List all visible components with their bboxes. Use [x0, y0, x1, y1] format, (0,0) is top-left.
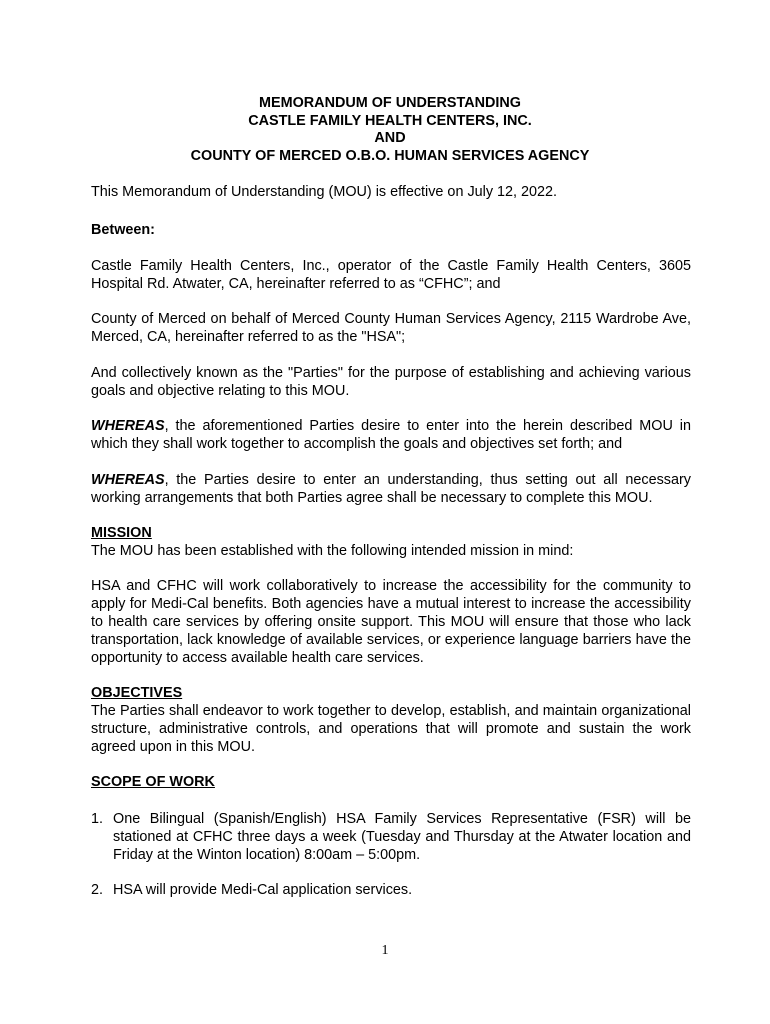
list-item-text: HSA will provide Medi-Cal application services.: [113, 882, 413, 898]
party-cfhc-paragraph: Castle Family Health Centers, Inc., operator of the Castle Family Health Centers, 3605 Hospital Rd. Atwater, CA, hereinafter referred to as “CFHC”; and: [91, 258, 691, 292]
whereas-text: , the aforementioned Parties desire to enter into the herein described MOU in which they shall work together to accomplish the goals and objectives set forth; and: [91, 418, 691, 452]
whereas-paragraph-2: [91, 471, 691, 507]
objectives-heading: OBJECTIVES: [91, 685, 183, 701]
whereas-paragraph-1: [91, 417, 691, 453]
whereas-keyword: WHEREAS: [91, 418, 165, 434]
effective-date-paragraph: This Memorandum of Understanding (MOU) is effective on July 12, 2022.: [91, 184, 558, 200]
scope-heading: [91, 773, 691, 791]
mission-section: [91, 524, 691, 560]
whereas-text: , the Parties desire to enter an understanding, thus setting out all necessary working arrangements that both Parties agree shall be necessary to complete this MOU.: [91, 472, 691, 506]
mission-body: HSA and CFHC will work collaboratively to increase the accessibility for the community to apply for Medi-Cal benefits. Both agencies have a mutual interest to increase the accessibility to health care services by offering onsite support. This MOU will ensure that those who lack transportation, lack knowledge of available services, or experience language barriers have the opportunity to access available health care services.: [91, 578, 691, 666]
collective-paragraph: And collectively known as the "Parties" for the purpose of establishing and achieving various goals and objective relating to this MOU.: [91, 365, 691, 399]
objectives-section: [91, 684, 691, 756]
title-line: CASTLE FAMILY HEALTH CENTERS, INC.: [248, 112, 532, 129]
scope-heading-text: SCOPE OF WORK: [91, 774, 215, 790]
mission-intro: The MOU has been established with the following intended mission in mind:: [91, 543, 574, 559]
title-line: MEMORANDUM OF UNDERSTANDING: [259, 95, 521, 111]
whereas-keyword: WHEREAS: [91, 472, 165, 488]
list-item-number: 1.: [91, 811, 104, 827]
between-label: Between:: [91, 222, 155, 238]
objectives-body: The Parties shall endeavor to work together to develop, establish, and maintain organizational structure, administrative controls, and operations that will promote and sustain the work agreed upon in this MOU.: [91, 703, 691, 755]
list-item-text: One Bilingual (Spanish/English) HSA Family Services Representative (FSR) will be stationed at CFHC three days a week (Tuesday and Thursday at the Atwater location and Friday at the Winton location) 8:00am – 5:00pm.: [113, 811, 691, 863]
title-line: AND: [374, 130, 406, 146]
list-item-number: 2.: [91, 882, 104, 898]
mission-heading: MISSION: [91, 525, 152, 541]
page-number: 1: [381, 943, 389, 958]
party-hsa-paragraph: County of Merced on behalf of Merced County Human Services Agency, 2115 Wardrobe Ave, Merced, CA, hereinafter referred to as the "HSA";: [91, 311, 691, 345]
title-line: COUNTY OF MERCED O.B.O. HUMAN SERVICES AGENCY: [190, 147, 590, 164]
document-title: [80, 94, 700, 164]
